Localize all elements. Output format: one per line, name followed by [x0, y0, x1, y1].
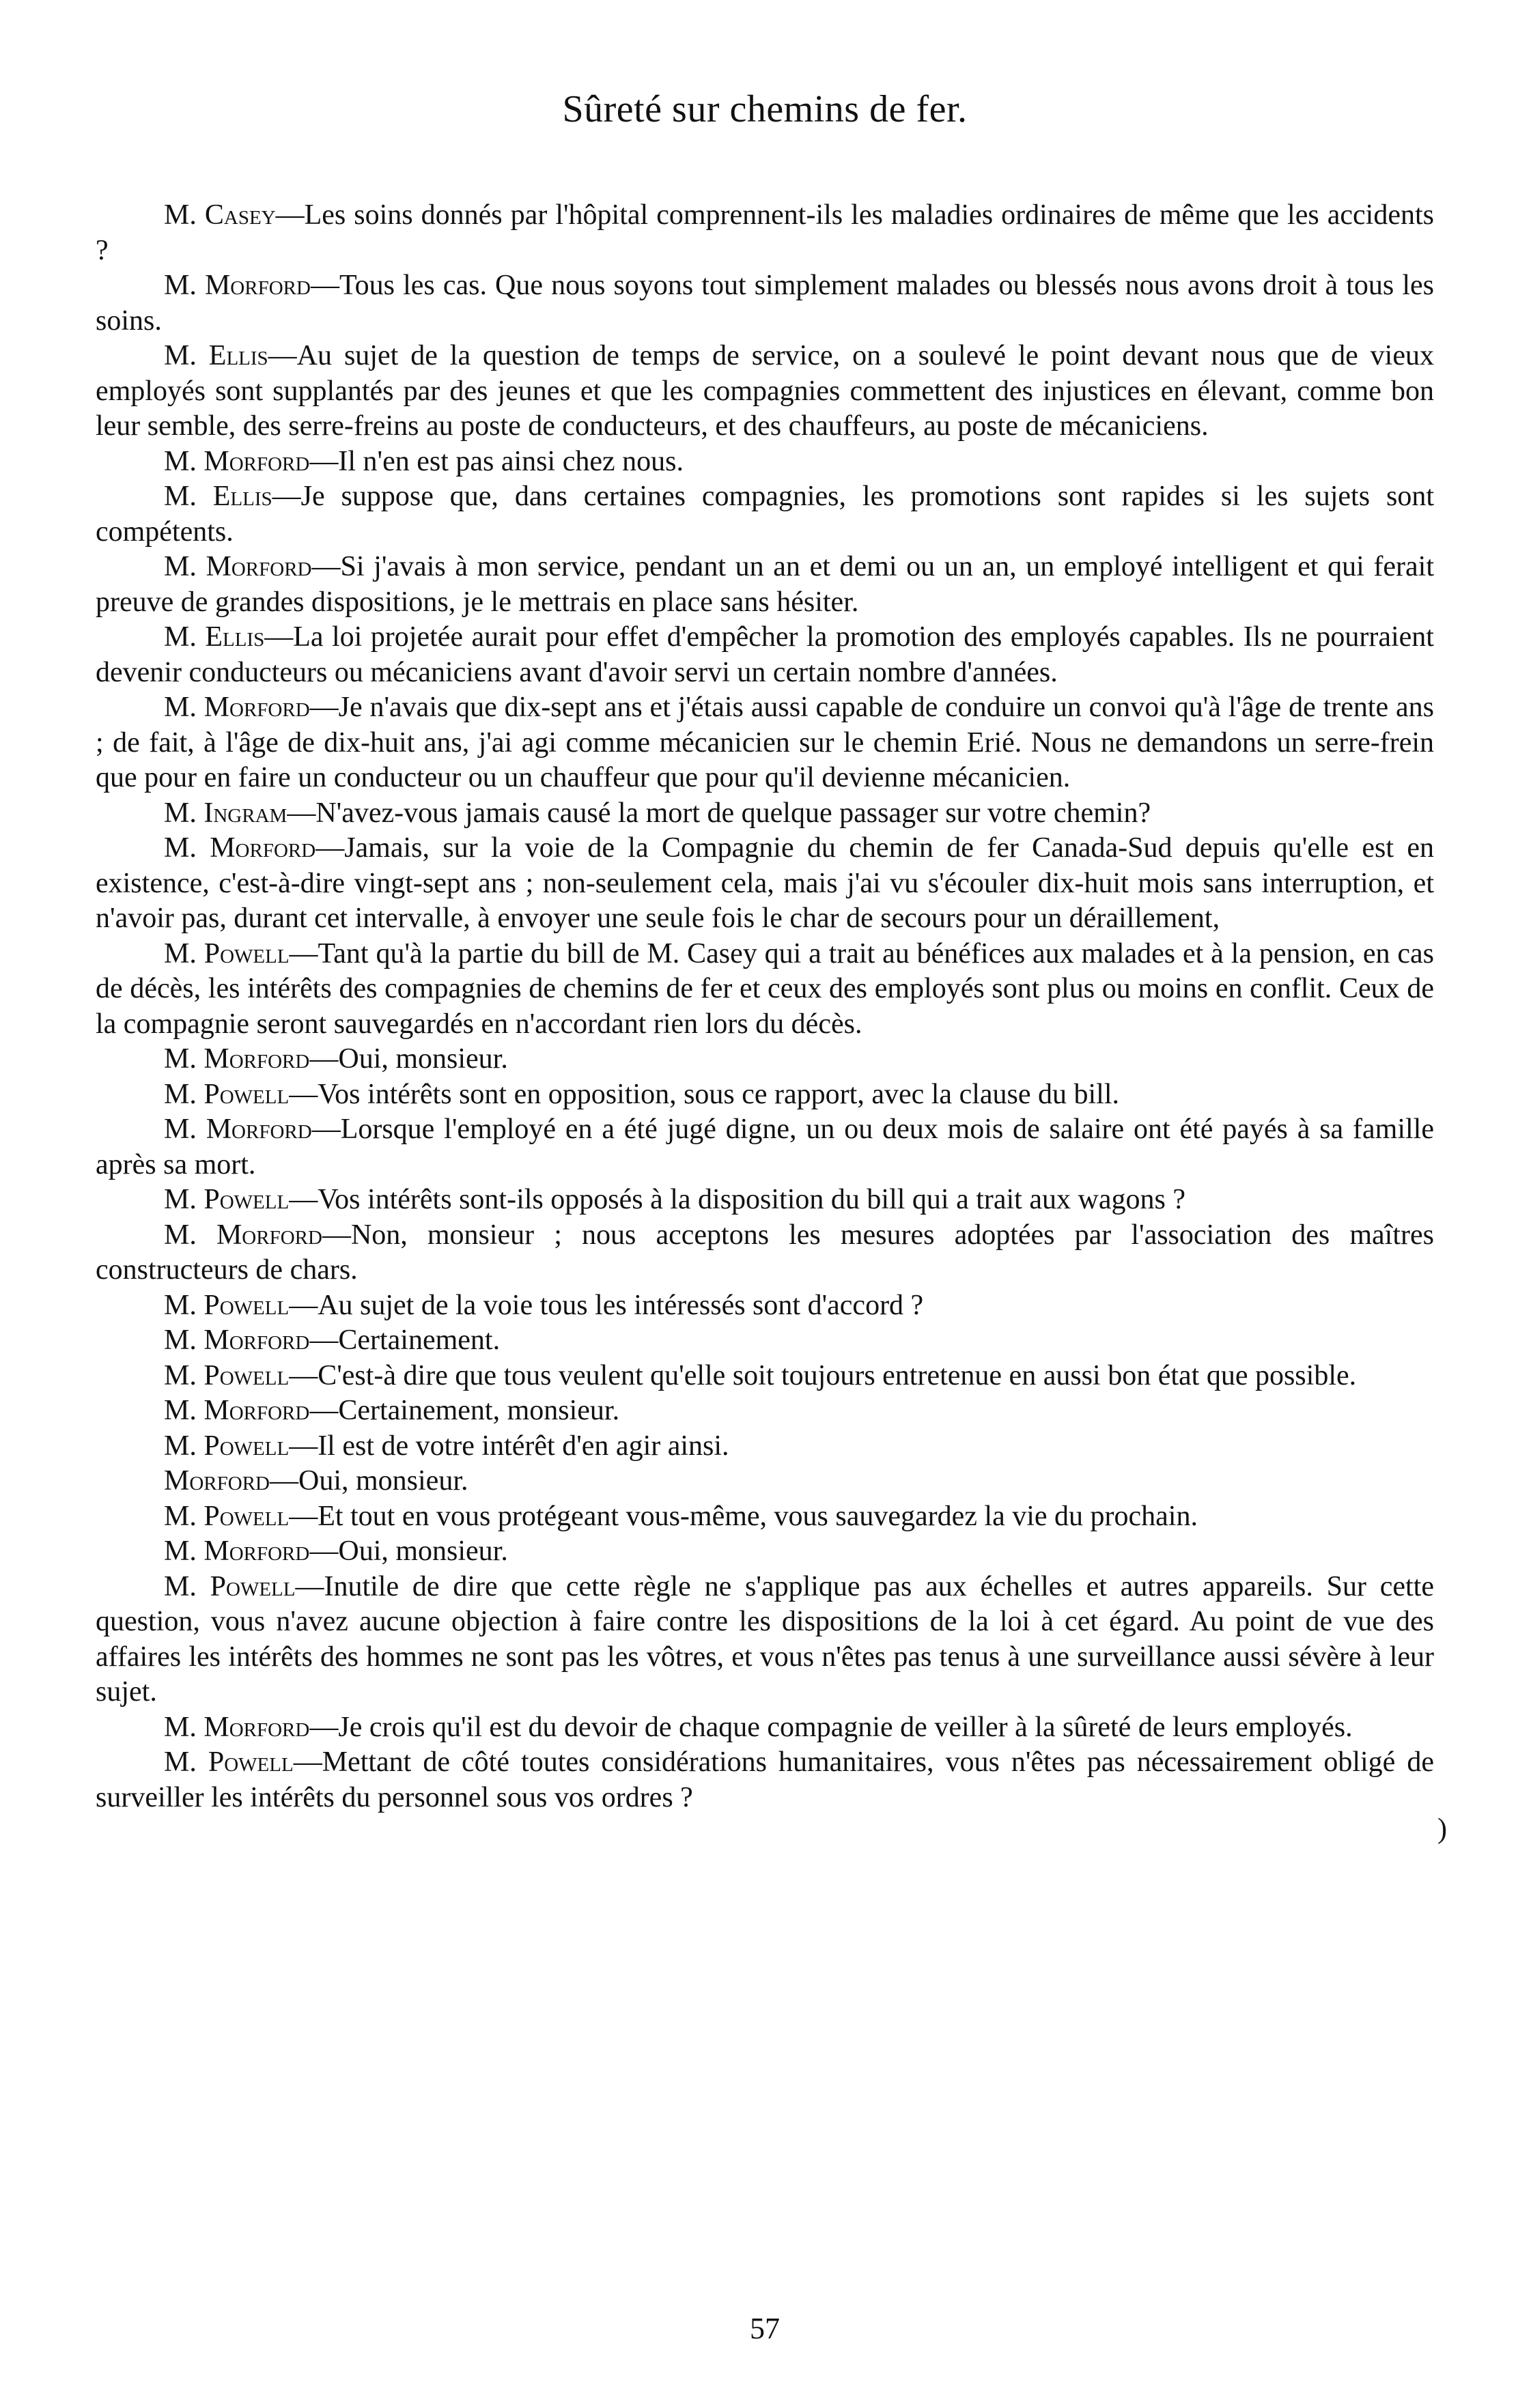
- document-page: [96, 0, 1434, 2408]
- speaker-prefix: M.: [164, 1395, 204, 1426]
- speaker-name: Powell: [203, 1078, 290, 1110]
- speech-text: —Certainement.: [309, 1325, 501, 1356]
- speech-text: —Oui, monsieur.: [309, 1535, 508, 1567]
- speaker-prefix: M.: [164, 1184, 204, 1215]
- dialogue-paragraph: [96, 937, 1434, 1043]
- speaker-name: Morford: [164, 1465, 270, 1497]
- speech-text: —N'avez-vous jamais causé la mort de quelque passager sur votre chemin?: [287, 797, 1151, 829]
- page-title: Sûreté sur chemins de fer.: [562, 88, 968, 130]
- speaker-prefix: M.: [164, 270, 205, 301]
- dialogue-paragraph: [96, 1534, 1434, 1570]
- speaker-prefix: M.: [164, 1078, 204, 1110]
- speaker-name: Morford: [206, 551, 312, 582]
- dialogue-paragraph: [96, 1499, 1434, 1535]
- speaker-name: Ellis: [205, 621, 265, 653]
- speaker-prefix: M.: [164, 692, 204, 723]
- speaker-prefix: M.: [164, 1711, 204, 1743]
- speaker-prefix: M.: [164, 1535, 204, 1567]
- dialogue-paragraph: [96, 1464, 1434, 1499]
- speaker-prefix: M.: [164, 621, 206, 653]
- dialogue-paragraph: [96, 1042, 1434, 1077]
- speaker-name: Morford: [203, 1325, 310, 1356]
- speech-text: —Inutile de dire que cette règle ne s'applique pas aux échelles et autres appareils. Sur cette question, vous n'avez aucune objection à faire contre les dispositions de la loi à cet égard. Au point de vue des affaires les intérêts des hommes ne sont pas les vôtres, et vous n'êtes pas tenus à une surveillance aussi sévère à leur sujet.: [96, 1570, 1434, 1708]
- speaker-prefix: M.: [164, 1289, 204, 1321]
- speaker-prefix: M.: [164, 1043, 204, 1075]
- speaker-name: Morford: [210, 832, 316, 864]
- dialogue-paragraph: [96, 444, 1434, 480]
- speaker-name: Powell: [203, 1289, 290, 1321]
- speech-text: —Et tout en vous protégeant vous-même, vous sauvegardez la vie du prochain.: [289, 1500, 1198, 1532]
- dialogue-paragraph: [96, 1745, 1434, 1815]
- speaker-name: Morford: [203, 692, 310, 723]
- speaker-prefix: M.: [164, 481, 213, 512]
- speaker-name: Morford: [203, 1395, 310, 1426]
- transcript-body: [96, 198, 1434, 1815]
- speech-text: —Je crois qu'il est du devoir de chaque compagnie de veiller à la sûreté de leurs employés.: [309, 1711, 1353, 1743]
- dialogue-paragraph: [96, 1288, 1434, 1324]
- speaker-name: Morford: [203, 1711, 310, 1743]
- speaker-prefix: M.: [164, 1114, 206, 1145]
- dialogue-paragraph: [96, 690, 1434, 796]
- speech-text: —Non, monsieur ; nous acceptons les mesures adoptées par l'association des maîtres constructeurs de chars.: [96, 1219, 1434, 1286]
- speech-text: —Au sujet de la voie tous les intéressés sont d'accord ?: [289, 1289, 924, 1321]
- speaker-prefix: M.: [164, 937, 204, 969]
- speaker-name: Powell: [203, 1430, 290, 1462]
- speaker-name: Powell: [208, 1746, 294, 1778]
- speech-text: —Je n'avais que dix-sept ans et j'étais aussi capable de conduire un convoi qu'à l'âge de trente ans ; de fait, à l'âge de dix-huit ans, j'ai agi comme mécanicien sur le chemin Erié. Nous ne demandons un serre-frein que pour en faire un conducteur ou un chauffeur que pour qu'il devienne mécanicien.: [96, 692, 1434, 793]
- speaker-prefix: M.: [164, 1500, 204, 1532]
- speech-text: —Mettant de côté toutes considérations humanitaires, vous n'êtes pas nécessairement obligé de surveiller les intérêts du personnel sous vos ordres ?: [96, 1746, 1434, 1813]
- dialogue-paragraph: [96, 1218, 1434, 1288]
- dialogue-paragraph: [96, 1393, 1434, 1429]
- dialogue-paragraph: [96, 339, 1434, 444]
- page-number: 57: [750, 2312, 780, 2345]
- speech-text: —Oui, monsieur.: [309, 1043, 508, 1075]
- dialogue-paragraph: [96, 198, 1434, 268]
- speaker-name: Ingram: [203, 797, 287, 829]
- dialogue-paragraph: [96, 1323, 1434, 1359]
- speaker-name: Powell: [210, 1570, 296, 1602]
- dialogue-paragraph: [96, 620, 1434, 690]
- speech-text: —Oui, monsieur.: [270, 1465, 468, 1497]
- speaker-name: Ellis: [208, 340, 268, 371]
- speech-text: —Il n'en est pas ainsi chez nous.: [309, 445, 684, 477]
- speaker-prefix: M.: [164, 340, 209, 371]
- speech-text: —C'est-à dire que tous veulent qu'elle soit toujours entretenue en aussi bon état que possible.: [289, 1359, 1357, 1391]
- speaker-prefix: M.: [164, 199, 205, 231]
- speaker-prefix: M.: [164, 1219, 216, 1251]
- speech-text: —Il est de votre intérêt d'en agir ainsi.: [289, 1430, 729, 1462]
- speaker-name: Morford: [203, 445, 310, 477]
- speech-text: —Certainement, monsieur.: [309, 1395, 620, 1426]
- margin-mark: ): [1437, 1813, 1447, 1845]
- speaker-prefix: M.: [164, 1430, 204, 1462]
- speaker-name: Morford: [204, 270, 311, 301]
- speaker-name: Powell: [203, 937, 290, 969]
- dialogue-paragraph: [96, 831, 1434, 937]
- speaker-prefix: M.: [164, 1746, 208, 1778]
- speaker-prefix: M.: [164, 551, 206, 582]
- speech-text: —La loi projetée aurait pour effet d'empêcher la promotion des employés capables. Ils ne pourraient devenir conducteurs ou mécaniciens avant d'avoir servi un certain nombre d'années.: [96, 621, 1434, 688]
- speaker-name: Ellis: [212, 481, 272, 512]
- dialogue-paragraph: [96, 796, 1434, 832]
- dialogue-paragraph: [96, 550, 1434, 620]
- speaker-prefix: M.: [164, 445, 204, 477]
- speaker-name: Morford: [203, 1043, 310, 1075]
- speech-text: —Tous les cas. Que nous soyons tout simplement malades ou blessés nous avons droit à tous les soins.: [96, 270, 1434, 337]
- dialogue-paragraph: [96, 479, 1434, 550]
- speaker-name: Casey: [204, 199, 276, 231]
- speech-text: —Vos intérêts sont en opposition, sous ce rapport, avec la clause du bill.: [289, 1078, 1120, 1110]
- dialogue-paragraph: [96, 1429, 1434, 1464]
- dialogue-paragraph: [96, 1182, 1434, 1218]
- speaker-name: Powell: [203, 1500, 290, 1532]
- speech-text: —Au sujet de la question de temps de service, on a soulevé le point devant nous que de vieux employés sont supplantés par des jeunes et que les compagnies commettent des injustices en élevant, comme bon leur semble, des serre-freins au poste de conducteurs, et des chauffeurs, au poste de mécaniciens.: [96, 340, 1434, 442]
- dialogue-paragraph: [96, 1570, 1434, 1710]
- speech-text: —Si j'avais à mon service, pendant un an et demi ou un an, un employé intelligent et qui ferait preuve de grandes dispositions, je le mettrais en place sans hésiter.: [96, 551, 1434, 618]
- dialogue-paragraph: [96, 1077, 1434, 1113]
- speaker-name: Morford: [216, 1219, 322, 1251]
- dialogue-paragraph: [96, 1710, 1434, 1746]
- dialogue-paragraph: [96, 1112, 1434, 1182]
- dialogue-paragraph: [96, 268, 1434, 339]
- speaker-prefix: M.: [164, 1325, 204, 1356]
- speech-text: —Vos intérêts sont-ils opposés à la disposition du bill qui a trait aux wagons ?: [289, 1184, 1185, 1215]
- speaker-name: Morford: [203, 1535, 310, 1567]
- speaker-name: Powell: [203, 1359, 290, 1391]
- speech-text: —Tant qu'à la partie du bill de M. Casey qui a trait au bénéfices aux malades et à la pension, en cas de décès, les intérêts des compagnies de chemins de fer et ceux des employés sont plus ou moins en conflit. Ceux de la compagnie seront sauvegardés en n'accordant rien lors du décès.: [96, 937, 1434, 1040]
- dialogue-paragraph: [96, 1359, 1434, 1394]
- speaker-prefix: M.: [164, 832, 210, 864]
- speech-text: —Jamais, sur la voie de la Compagnie du chemin de fer Canada-Sud depuis qu'elle est en existence, c'est-à-dire vingt-sept ans ; non-seulement cela, mais j'ai vu s'écouler dix-huit mois sans interruption, et n'avoir pas, durant cet intervalle, à envoyer une seule fois le char de secours pour un déraillement,: [96, 832, 1434, 934]
- speaker-prefix: M.: [164, 1359, 204, 1391]
- speaker-name: Morford: [206, 1114, 312, 1145]
- speaker-prefix: M.: [164, 1570, 210, 1602]
- speaker-prefix: M.: [164, 797, 204, 829]
- speech-text: —Les soins donnés par l'hôpital comprennent-ils les maladies ordinaires de même que les accidents ?: [96, 199, 1434, 266]
- speech-text: —Lorsque l'employé en a été jugé digne, un ou deux mois de salaire ont été payés à sa famille après sa mort.: [96, 1114, 1434, 1180]
- speech-text: —Je suppose que, dans certaines compagnies, les promotions sont rapides si les sujets sont compétents.: [96, 481, 1434, 548]
- speaker-name: Powell: [203, 1184, 290, 1215]
